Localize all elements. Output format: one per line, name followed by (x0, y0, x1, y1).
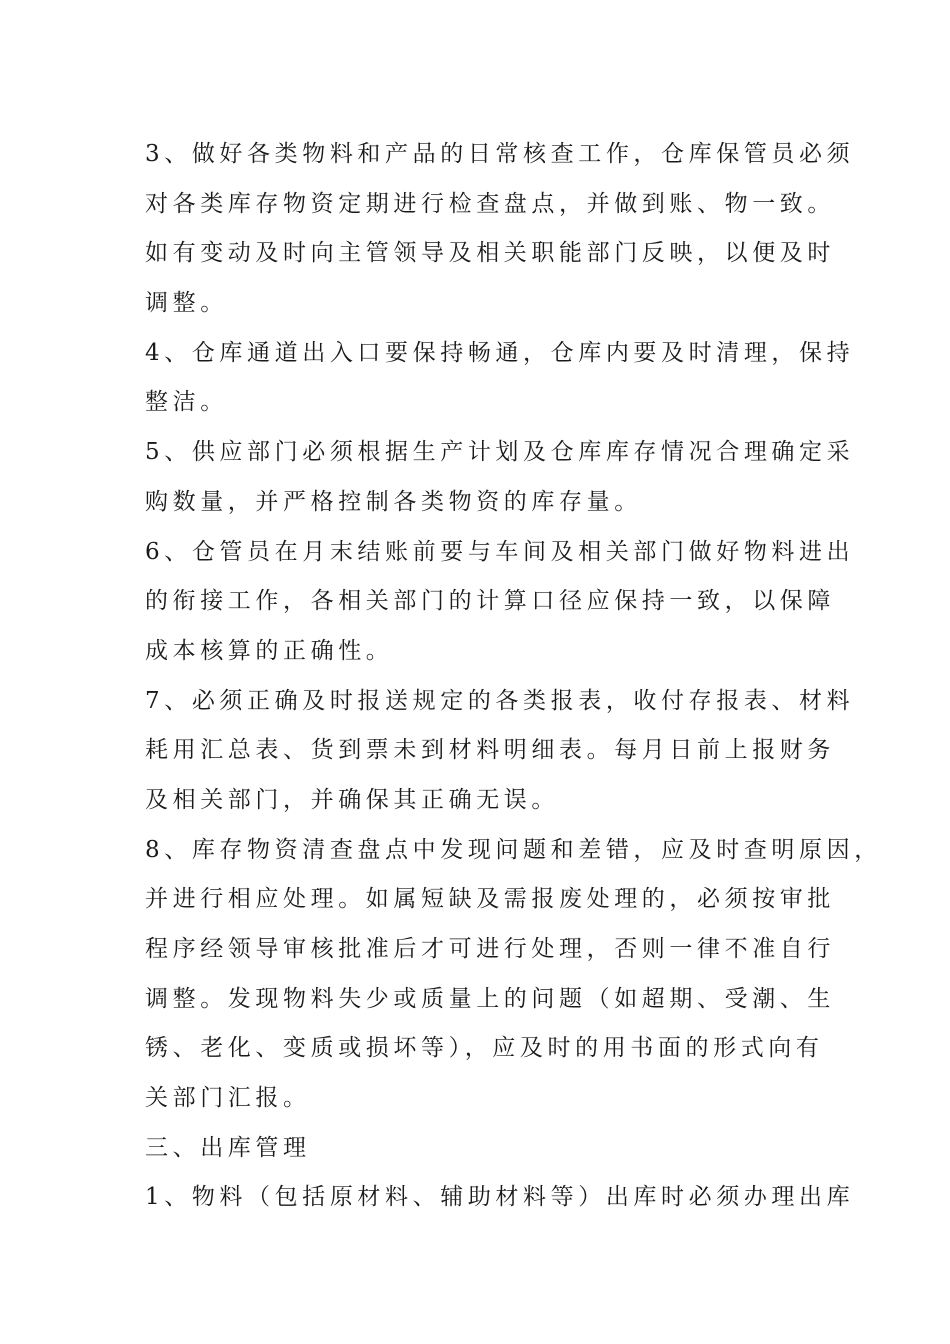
text-line: 耗用汇总表、货到票未到材料明细表。每月日前上报财务 (145, 737, 835, 764)
text-line: 调整。发现物料失少或质量上的问题（如超期、受潮、生 (145, 985, 835, 1012)
text-line: 1、物料（包括原材料、辅助材料等）出库时必须办理出库 (145, 1184, 855, 1211)
text-line: 3、做好各类物料和产品的日常核查工作，仓库保管员必须 (145, 141, 855, 167)
text-line: 及相关部门，并确保其正确无误。 (145, 786, 559, 813)
text-line: 6、仓管员在月末结账前要与车间及相关部门做好物料进出 (145, 538, 855, 565)
text-line: 调整。 (145, 290, 228, 317)
text-line: 成本核算的正确性。 (145, 637, 394, 664)
text-line: 5、供应部门必须根据生产计划及仓库库存情况合理确定采 (145, 439, 855, 466)
text-line: 7、必须正确及时报送规定的各类报表，收付存报表、材料 (145, 687, 855, 714)
text-line: 8、库存物资清查盘点中发现问题和差错，应及时查明原因， (145, 836, 882, 863)
document-body (145, 130, 882, 1223)
text-line: 4、仓库通道出入口要保持畅通，仓库内要及时清理，保持 (145, 339, 855, 366)
text-line: 锈、老化、变质或损坏等），应及时的用书面的形式向有 (145, 1035, 824, 1062)
text-line: 的衔接工作，各相关部门的计算口径应保持一致，以保障 (145, 588, 835, 615)
text-line: 程序经领导审核批准后才可进行处理，否则一律不准自行 (145, 936, 835, 962)
text-line: 购数量，并严格控制各类物资的库存量。 (145, 488, 642, 515)
section-heading: 三、出库管理 (145, 1134, 311, 1161)
text-line: 如有变动及时向主管领导及相关职能部门反映，以便及时 (145, 240, 835, 267)
text-line: 关部门汇报。 (145, 1085, 311, 1112)
text-line: 整洁。 (145, 389, 228, 416)
text-line: 对各类库存物资定期进行检查盘点，并做到账、物一致。 (145, 190, 835, 217)
text-line: 并进行相应处理。如属短缺及需报废处理的，必须按审批 (145, 886, 835, 913)
